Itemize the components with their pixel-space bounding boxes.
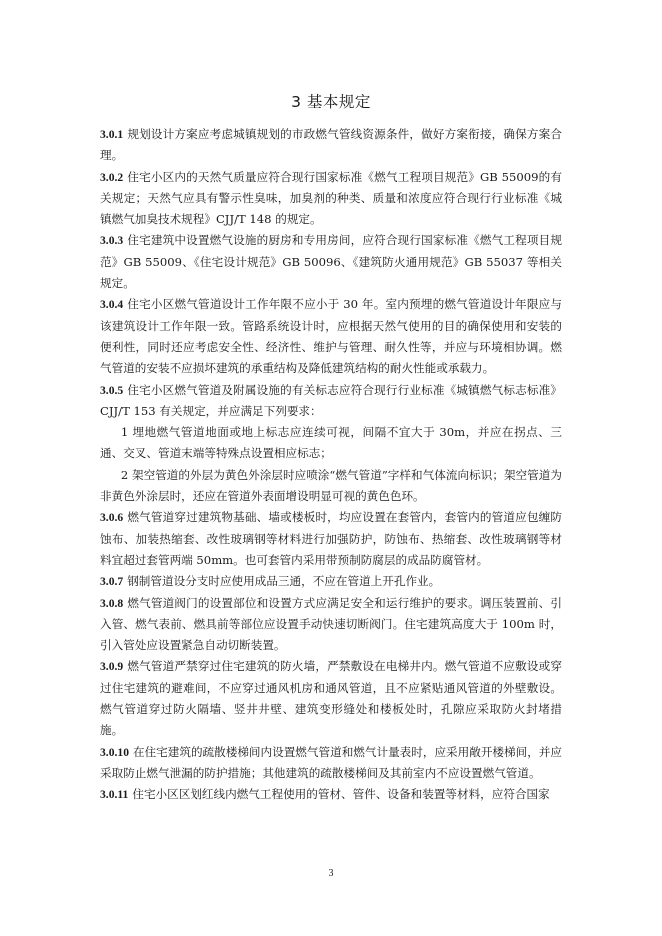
clause-number: 3.0.7 xyxy=(100,575,124,589)
clause-number: 3.0.3 xyxy=(100,234,124,248)
clause-number: 3.0.1 xyxy=(100,128,124,141)
clause-3-0-11 xyxy=(100,784,562,805)
clause-text: 住宅建筑中设置燃气设施的厨房和专用房间，应符合现行国家标准《燃气工程项目规范》GB 55009、《住宅设计规范》GB 50096、《建筑防火通用规范》GB 55037 等相关规定。 xyxy=(100,233,562,291)
clause-number: 3.0.4 xyxy=(100,298,124,312)
clause-text: 住宅小区内的天然气质量应符合现行国家标准《燃气工程项目规范》GB 55009的有关规定；天然气应具有警示性臭味，加臭剂的种类、质量和浓度应符合现行行业标准《城镇燃气加臭技术规程》CJJ/T 148 的规定。 xyxy=(100,169,562,227)
clause-text: 规划设计方案应考虑城镇规划的市政燃气管线资源条件，做好方案衔接，确保方案合理。 xyxy=(100,127,562,163)
clause-number: 3.0.9 xyxy=(100,660,124,674)
clause-number: 3.0.5 xyxy=(100,383,124,397)
clause-number: 3.0.2 xyxy=(100,170,124,184)
clause-3-0-9 xyxy=(100,656,562,741)
clause-number: 3.0.10 xyxy=(100,745,129,759)
clause-number: 3.0.11 xyxy=(100,788,129,802)
clause-body xyxy=(100,124,562,806)
clause-3-0-2 xyxy=(100,167,562,231)
clause-text: 燃气管道穿过建筑物基础、墙或楼板时，均应设置在套管内，套管内的管道应包缠防蚀布、加装热缩套、改性玻璃钢等材料进行加强防护，防蚀布、热缩套、改性玻璃钢等材料宜超过套管两端 50mm。也可套管内采用带预制防腐层的成品防腐管材。 xyxy=(100,510,562,567)
clause-number: 3.0.8 xyxy=(100,596,124,610)
chapter-title: 3 基本规定 xyxy=(291,93,371,111)
clause-text: 燃气管道阀门的设置部位和设置方式应满足安全和运行维护的要求。调压装置前、引入管、燃气表前、燃具前等部位应设置手动快速切断阀门。住宅建筑高度大于 100m 时，引入管处应设置紧急自动切断装置。 xyxy=(100,595,562,653)
clause-3-0-6 xyxy=(100,507,562,571)
clause-3-0-1 xyxy=(100,124,562,167)
clause-number: 3.0.6 xyxy=(100,511,124,525)
clause-text: 住宅小区区划红线内燃气工程使用的管材、管件、设备和装置等材料，应符合国家 xyxy=(132,787,550,802)
clause-3-0-8 xyxy=(100,593,562,657)
clause-3-0-7 xyxy=(100,571,562,592)
page-number: 3 xyxy=(328,868,334,879)
clause-3-0-5-item-1: 1 埋地燃气管道地面或地上标志应连续可视，间隔不宜大于 30m，并应在拐点、三通、交叉、管道末端等特殊点设置相应标志； xyxy=(100,425,562,461)
clause-3-0-5 xyxy=(100,380,562,423)
clause-text: 钢制管道设分支时应使用成品三通，不应在管道上开孔作业。 xyxy=(127,574,441,589)
clause-3-0-4 xyxy=(100,294,562,379)
clause-3-0-10 xyxy=(100,742,562,785)
clause-3-0-5-item-2: 2 架空管道的外层为黄色外涂层时应喷涂“燃气管道”字样和气体流向标识；架空管道为非黄色外涂层时，还应在管道外表面增设明显可视的黄色色环。 xyxy=(100,467,562,504)
clause-text: 住宅小区燃气管道及附属设施的有关标志应符合现行行业标准《城镇燃气标志标准》CJJ/T 153 有关规定，并应满足下列要求： xyxy=(100,382,562,418)
clause-3-0-3 xyxy=(100,230,562,294)
clause-text: 燃气管道严禁穿过住宅建筑的防火墙，严禁敷设在电梯井内。燃气管道不应敷设或穿过住宅建筑的避难间，不应穿过通风机房和通风管道，且不应紧贴通风管道的外壁敷设。燃气管道穿过防火隔墙、竖井井壁、建筑变形缝处和楼板处时，孔隙应采取防火封堵措施。 xyxy=(100,659,562,738)
clause-text: 在住宅建筑的疏散楼梯间内设置燃气管道和燃气计量表时，应采用敞开楼梯间，并应采取防止燃气泄漏的防护措施；其他建筑的疏散楼梯间及其前室内不应设置燃气管道。 xyxy=(100,744,562,780)
clause-text: 住宅小区燃气管道设计工作年限不应小于 30 年。室内预埋的燃气管道设计年限应与该建筑设计工作年限一致。管路系统设计时，应根据天然气使用的目的确保使用和安装的便利性，同时还应考虑安全性、经济性、维护与管理、耐久性等，并应与环境相协调。燃气管道的安装不应损坏建筑的承重结构及降低建筑结构的耐火性能或承载力。 xyxy=(100,297,562,376)
